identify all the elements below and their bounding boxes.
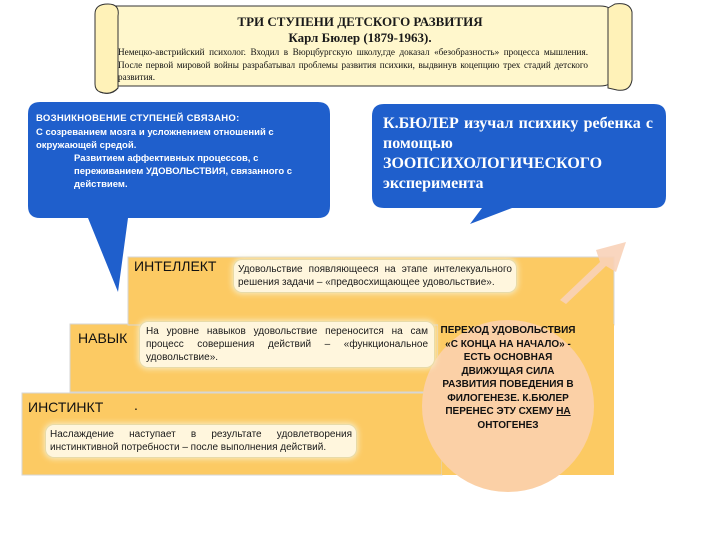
skill-description: На уровне навыков удовольствие переносится на сам процесс совершения действий – «функциональное удовольствие». — [140, 322, 434, 367]
left-bubble-content — [36, 112, 326, 191]
banner-title — [160, 14, 560, 46]
circle-text-end: ОНТОГЕНЕЗ — [477, 419, 539, 431]
intellect-label: ИНТЕЛЛЕКТ — [134, 258, 217, 274]
circle-text-underlined: НА — [556, 406, 571, 417]
banner-title-line2: Карл Бюлер (1879-1963). — [288, 30, 432, 45]
instinct-label: ИНСТИНКТ — [28, 399, 104, 415]
instinct-dot: . — [134, 397, 138, 413]
instinct-description: Наслаждение наступает в результате удовлетворения инстинктивной потребности – после выполнения действий. — [46, 425, 356, 457]
intellect-description: Удовольствие появляющееся на этапе интелекуального решения задачи – «предвосхищающее удовольствие». — [234, 260, 516, 292]
left-bubble-item-2: Развитием аффективных процессов, с переживанием УДОВОЛЬСТВИЯ, связанного с действием. — [74, 153, 293, 190]
circle-text-main: ПЕРЕХОД УДОВОЛЬСТВИЯ «С КОНЦА НА НАЧАЛО» - ЕСТЬ ОСНОВНАЯ ДВИЖУЩАЯ СИЛА РАЗВИТИЯ ПОВЕДЕНИЯ В ФИЛОГЕНЕЗЕ. К.БЮЛЕР ПЕРЕНЕС ЭТУ СХЕМУ — [440, 325, 576, 417]
right-bubble-text: К.БЮЛЕР изучал психику ребенка с помощью ЗООПСИХОЛОГИЧЕСКОГО эксперимента — [383, 115, 653, 192]
skill-label: НАВЫК — [78, 330, 128, 346]
left-bubble-heading: ВОЗНИКНОВЕНИЕ СТУПЕНЕЙ СВЯЗАНО: — [36, 113, 240, 124]
banner-description: Немецко-австрийский психолог. Входил в Вюрцбургскую школу,где доказал «безобразность» процесса мышления. После первой мировой войны разрабатывал проблемы развития психики, выдвинув коцепцию трех стадий детского развития. — [118, 47, 588, 82]
left-bubble-item-1: С созреванием мозга и усложнением отношений с окружающей средой. — [36, 127, 274, 151]
circle-text — [438, 324, 578, 432]
banner-title-line1: ТРИ СТУПЕНИ ДЕТСКОГО РАЗВИТИЯ — [237, 14, 483, 29]
